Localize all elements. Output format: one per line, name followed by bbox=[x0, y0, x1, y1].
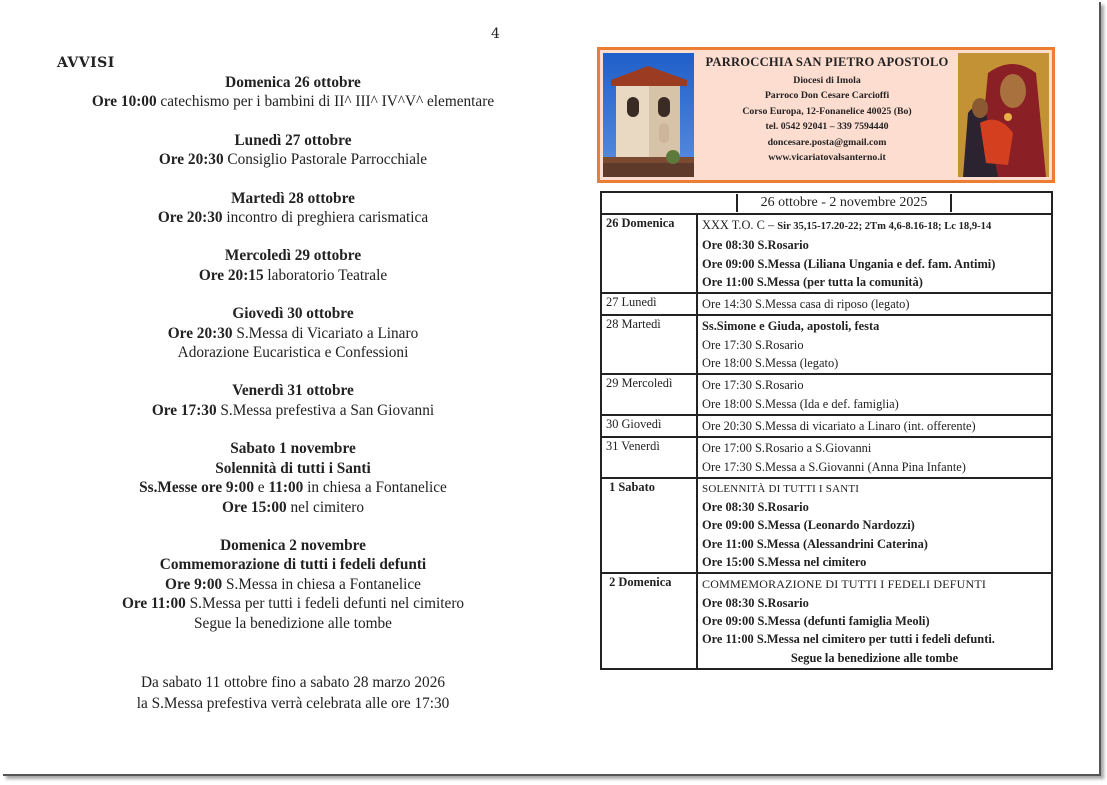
schedule-day: 1 Sabato bbox=[601, 478, 697, 573]
schedule-row bbox=[601, 478, 1052, 573]
note-line: Da sabato 11 ottobre fino a sabato 28 marzo 2026 bbox=[140, 674, 445, 691]
avviso-text: S.Messa per tutti i fedeli defunti nel cimitero bbox=[185, 595, 465, 613]
bell-tower-image bbox=[603, 53, 694, 177]
avviso-line bbox=[43, 343, 543, 362]
avviso-text: Consiglio Pastorale Parrocchiale bbox=[223, 151, 428, 169]
document-page bbox=[3, 2, 1101, 776]
avviso-text: S.Messa prefestiva a San Giovanni bbox=[216, 401, 435, 419]
schedule-header-cell bbox=[601, 192, 1052, 214]
avviso-time: Ore 11:00 bbox=[121, 595, 186, 613]
avviso-time: Ore 17:30 bbox=[151, 401, 217, 419]
avviso-heading: Sabato 1 novembre bbox=[230, 440, 356, 458]
schedule-entries bbox=[697, 478, 1052, 573]
diocese: Diocesi di Imola bbox=[793, 75, 861, 86]
avviso-heading: Lunedì 27 ottobre bbox=[234, 131, 352, 149]
avviso-time: Ore 20:30 bbox=[158, 151, 224, 169]
schedule-entry: Ore 18:00 S.Messa (Ida e def. famiglia) bbox=[702, 396, 899, 411]
note-line: la S.Messa prefestiva verrà celebrata alle ore 17:30 bbox=[136, 695, 450, 712]
schedule-entry: Ore 08:30 S.Rosario bbox=[702, 500, 809, 515]
address: Corso Europa, 12-Fonanelice 40025 (Bo) bbox=[742, 105, 912, 117]
website: www.vicariatovalsanterno.it bbox=[768, 152, 886, 164]
avviso-heading: Martedì 28 ottobre bbox=[231, 189, 355, 207]
schedule-entry: Ore 15:00 S.Messa nel cimitero bbox=[702, 555, 867, 570]
schedule-day: 28 Martedì bbox=[601, 315, 697, 374]
avviso-line bbox=[43, 208, 543, 227]
avviso-time: Ore 20:30 bbox=[167, 324, 233, 342]
avviso-block bbox=[43, 536, 543, 633]
avviso-text: Segue la benedizione alle tombe bbox=[194, 614, 392, 632]
schedule-entry: Ore 17:30 S.Messa a S.Giovanni (Anna Pina Infante) bbox=[702, 459, 966, 474]
avviso-text: laboratorio Teatrale bbox=[263, 266, 388, 284]
page-number: 4 bbox=[491, 26, 500, 42]
schedule-entry: Ore 09:00 S.Messa (defunti famiglia Meoli) bbox=[702, 613, 930, 628]
schedule-row bbox=[601, 374, 1052, 415]
parish-banner bbox=[597, 47, 1055, 183]
header-blank-cell bbox=[606, 194, 738, 212]
avviso-line bbox=[43, 478, 543, 497]
schedule-entries bbox=[697, 437, 1052, 478]
avviso-text: catechismo per i bambini di II^ III^ IV^V^ elementare bbox=[156, 93, 495, 111]
schedule-entry: Ore 17:00 S.Rosario a S.Giovanni bbox=[702, 441, 872, 456]
avviso-time: Ore 9:00 bbox=[165, 575, 223, 593]
avvisi-title: AVVISI bbox=[57, 55, 115, 71]
avviso-text: S.Messa in chiesa a Fontanelice bbox=[222, 575, 421, 593]
schedule-entries bbox=[697, 374, 1052, 415]
avvisi-note bbox=[43, 672, 543, 714]
email: doncesare.posta@gmail.com bbox=[767, 136, 887, 148]
readings: Sir 35,15-17.20-22; 2Tm 4,6-8.16-18; Lc 18,9-14 bbox=[777, 221, 992, 232]
schedule-entry: Ore 08:30 S.Rosario bbox=[702, 595, 809, 610]
schedule-entry: Ore 17:30 S.Rosario bbox=[702, 378, 804, 393]
schedule-entry: Ore 20:30 S.Messa di vicariato a Linaro (int. offerente) bbox=[702, 418, 976, 433]
avviso-heading: Domenica 26 ottobre bbox=[225, 74, 361, 91]
avviso-time: Ore 15:00 bbox=[221, 498, 287, 516]
madonna-icon-image bbox=[958, 53, 1049, 177]
avviso-text: e bbox=[253, 479, 269, 497]
avviso-block bbox=[43, 131, 543, 170]
schedule-entry: Ore 08:30 S.Rosario bbox=[702, 238, 809, 253]
avviso-line bbox=[43, 401, 543, 420]
avviso-line bbox=[43, 614, 543, 633]
avviso-block bbox=[43, 246, 543, 285]
schedule-entries bbox=[697, 315, 1052, 374]
avviso-block bbox=[43, 304, 543, 362]
schedule-day: 30 Giovedì bbox=[601, 415, 697, 437]
schedule-entries bbox=[697, 415, 1052, 437]
schedule-entry: Segue la benedizione alle tombe bbox=[790, 650, 959, 665]
avviso-block bbox=[43, 73, 543, 112]
schedule-row bbox=[601, 573, 1052, 668]
banner-text bbox=[698, 55, 956, 165]
avviso-block bbox=[43, 189, 543, 228]
avviso-line bbox=[43, 92, 543, 111]
schedule-entry: Ore 11:00 S.Messa nel cimitero per tutti i fedeli defunti. bbox=[702, 632, 995, 647]
avviso-text: in chiesa a Fontanelice bbox=[303, 479, 447, 497]
weekly-schedule-table bbox=[600, 191, 1053, 670]
schedule-entry: SOLENNITÀ DI TUTTI I SANTI bbox=[702, 482, 860, 495]
schedule-entries bbox=[697, 214, 1052, 293]
schedule-day: 26 Domenica bbox=[601, 214, 697, 293]
schedule-entry: Ore 11:00 S.Messa (Alessandrini Caterina) bbox=[702, 536, 928, 551]
schedule-entry: Ore 14:30 S.Messa casa di riposo (legato) bbox=[702, 297, 910, 312]
avviso-line bbox=[43, 266, 543, 285]
schedule-entry bbox=[702, 216, 1047, 236]
schedule-entry: Ore 09:00 S.Messa (Leonardo Nardozzi) bbox=[702, 518, 915, 533]
avviso-block bbox=[43, 381, 543, 420]
schedule-header-row bbox=[601, 192, 1052, 214]
schedule-row bbox=[601, 437, 1052, 478]
avviso-heading: Venerdì 31 ottobre bbox=[232, 382, 354, 400]
schedule-row bbox=[601, 293, 1052, 315]
schedule-entry: Ore 17:30 S.Rosario bbox=[702, 337, 804, 352]
schedule-entries bbox=[697, 573, 1052, 668]
phone: tel. 0542 92041 – 339 7594440 bbox=[765, 121, 889, 133]
avviso-line bbox=[43, 594, 543, 613]
schedule-day: 29 Mercoledì bbox=[601, 374, 697, 415]
schedule-entries bbox=[697, 293, 1052, 315]
schedule-entry: Ore 09:00 S.Messa (Liliana Ungania e def. fam. Antimi) bbox=[702, 256, 996, 271]
schedule-day: 31 Venerdì bbox=[601, 437, 697, 478]
avviso-block bbox=[43, 439, 543, 517]
avvisi-list bbox=[43, 73, 543, 652]
schedule-week-title: 26 ottobre - 2 novembre 2025 bbox=[738, 194, 952, 212]
avviso-text: S.Messa di Vicariato a Linaro bbox=[232, 324, 419, 342]
avviso-heading: Solennità di tutti i Santi bbox=[215, 459, 371, 477]
avviso-text: nel cimitero bbox=[286, 498, 365, 516]
schedule-entry: Ore 11:00 S.Messa (per tutta la comunità) bbox=[702, 274, 923, 289]
avviso-heading: Mercoledì 29 ottobre bbox=[224, 247, 362, 265]
avviso-line bbox=[43, 324, 543, 343]
avviso-time: Ore 20:15 bbox=[198, 266, 264, 284]
schedule-entry: Ss.Simone e Giuda, apostoli, festa bbox=[702, 319, 880, 334]
schedule-entry: COMMEMORAZIONE DI TUTTI I FEDELI DEFUNTI bbox=[702, 577, 987, 592]
avviso-line bbox=[43, 150, 543, 169]
avviso-time: Ore 20:30 bbox=[157, 209, 223, 227]
schedule-day: 27 Lunedì bbox=[601, 293, 697, 315]
parish-priest: Parroco Don Cesare Carcioffi bbox=[764, 90, 890, 102]
avviso-line bbox=[43, 575, 543, 594]
avviso-line bbox=[43, 498, 543, 517]
avviso-time: Ore 10:00 bbox=[91, 93, 157, 111]
schedule-entry: Ore 18:00 S.Messa (legato) bbox=[702, 356, 839, 371]
avviso-time: 11:00 bbox=[268, 479, 304, 497]
avviso-text: Adorazione Eucaristica e Confessioni bbox=[177, 344, 409, 362]
avviso-heading: Domenica 2 novembre bbox=[220, 536, 366, 554]
schedule-row bbox=[601, 315, 1052, 374]
avviso-heading: Commemorazione di tutti i fedeli defunti bbox=[159, 556, 427, 574]
header-blank-cell bbox=[952, 194, 1047, 212]
schedule-day: 2 Domenica bbox=[601, 573, 697, 668]
liturgical-week: XXX T.O. C – bbox=[702, 218, 778, 232]
schedule-row bbox=[601, 415, 1052, 437]
avviso-time: Ss.Messe ore 9:00 bbox=[139, 479, 254, 497]
parish-name: PARROCCHIA SAN PIETRO APOSTOLO bbox=[705, 55, 949, 69]
avviso-heading: Giovedì 30 ottobre bbox=[232, 305, 354, 323]
avviso-text: incontro di preghiera carismatica bbox=[222, 209, 429, 227]
schedule-row bbox=[601, 214, 1052, 293]
